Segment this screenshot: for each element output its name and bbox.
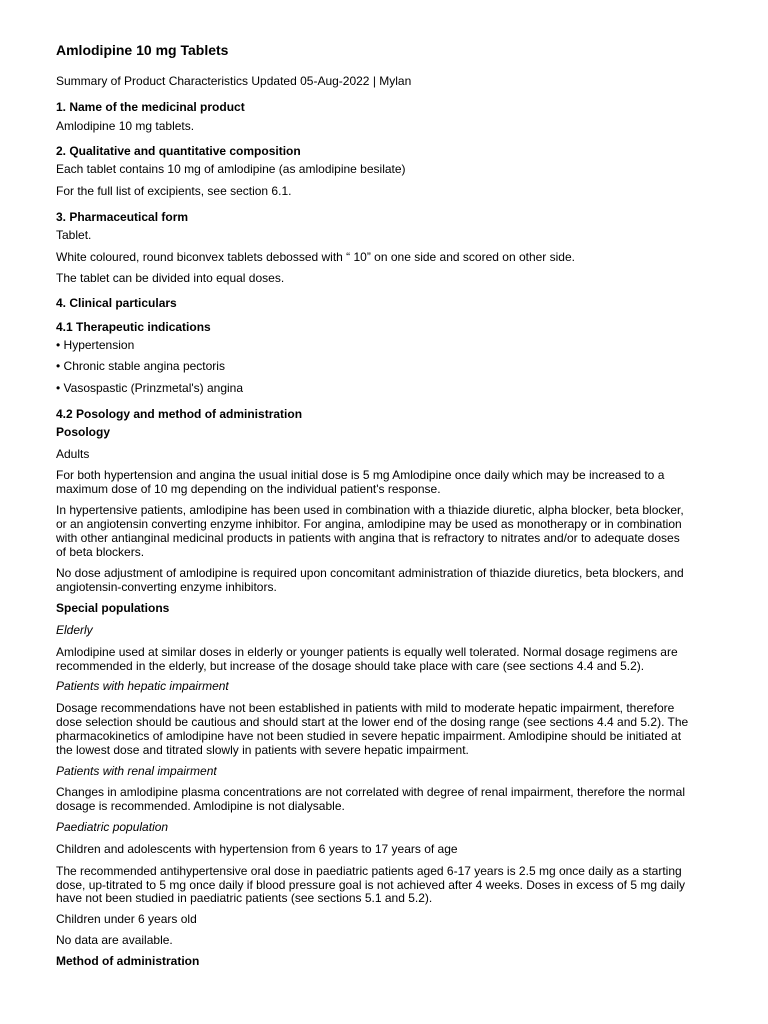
section-2-text-1: Each tablet contains 10 mg of amlodipine (as amlodipine besilate) bbox=[56, 162, 406, 176]
hepatic-line: dose selection should be cautious and should start at the lower end of the dosing range (see sections 4.4 and 5.2). The bbox=[56, 715, 689, 729]
method-of-administration-heading: Method of administration bbox=[56, 954, 200, 968]
adults-label: Adults bbox=[56, 447, 90, 461]
list-item: • Vasospastic (Prinzmetal's) angina bbox=[56, 381, 244, 395]
renal-label: Patients with renal impairment bbox=[56, 764, 217, 778]
paediatric-label: Paediatric population bbox=[56, 820, 169, 834]
adults-paragraph-1-line: For both hypertension and angina the usual initial dose is 5 mg Amlodipine once daily which may be increased to a bbox=[56, 468, 665, 482]
document-title: Amlodipine 10 mg Tablets bbox=[56, 42, 229, 58]
elderly-line: Amlodipine used at similar doses in elderly or younger patients is equally well tolerated. Normal dosage regimens are bbox=[56, 645, 678, 659]
special-populations-heading: Special populations bbox=[56, 601, 170, 615]
posology-heading: Posology bbox=[56, 425, 111, 439]
section-3-text-2: White coloured, round biconvex tablets debossed with “ 10” on one side and scored on other side. bbox=[56, 250, 575, 264]
hepatic-line: the lowest dose and titrated slowly in patients with severe hepatic impairment. bbox=[56, 743, 469, 757]
adults-paragraph-2-line: In hypertensive patients, amlodipine has been used in combination with a thiazide diuretic, alpha blocker, beta blocker, bbox=[56, 503, 684, 517]
adults-paragraph-3-line: No dose adjustment of amlodipine is required upon concomitant administration of thiazide diuretics, beta blockers, and bbox=[56, 566, 684, 580]
adults-paragraph-2-line: with other antianginal medicinal products in patients with angina that is refractory to nitrates and/or to adequate doses bbox=[56, 531, 680, 545]
section-1-heading: 1. Name of the medicinal product bbox=[56, 100, 245, 114]
paediatric-line: have not been studied in paediatric patients (see sections 5.1 and 5.2). bbox=[56, 891, 433, 905]
list-item: • Chronic stable angina pectoris bbox=[56, 359, 225, 373]
adults-paragraph-2-line: or an angiotensin converting enzyme inhibitor. For angina, amlodipine may be used as monotherapy or in combination bbox=[56, 517, 682, 531]
paediatric-subheading: Children and adolescents with hypertension from 6 years to 17 years of age bbox=[56, 842, 458, 856]
paediatric-line: dose, up-titrated to 5 mg once daily if blood pressure goal is not achieved after 4 weeks. Doses in excess of 5 mg daily bbox=[56, 878, 686, 892]
section-3-text-3: The tablet can be divided into equal doses. bbox=[56, 271, 285, 285]
elderly-line: recommended in the elderly, but increase of the dosage should take place with care (see sections 4.4 and 5.2). bbox=[56, 659, 645, 673]
adults-paragraph-2-line: of beta blockers. bbox=[56, 545, 145, 559]
section-2-heading: 2. Qualitative and quantitative composition bbox=[56, 144, 301, 158]
renal-line: Changes in amlodipine plasma concentrations are not correlated with degree of renal impairment, therefore the normal bbox=[56, 785, 686, 799]
hepatic-line: pharmacokinetics of amlodipine have not been studied in severe hepatic impairment. Amlodipine should be initiated at bbox=[56, 729, 682, 743]
list-item: • Hypertension bbox=[56, 338, 135, 352]
section-4-heading: 4. Clinical particulars bbox=[56, 296, 177, 310]
section-2-text-2: For the full list of excipients, see section 6.1. bbox=[56, 184, 292, 198]
section-3-text-1: Tablet. bbox=[56, 228, 92, 242]
adults-paragraph-3-line: angiotensin-converting enzyme inhibitors. bbox=[56, 580, 277, 594]
document-subtitle: Summary of Product Characteristics Updated 05-Aug-2022 | Mylan bbox=[56, 74, 412, 88]
section-4-1-heading: 4.1 Therapeutic indications bbox=[56, 320, 211, 334]
elderly-label: Elderly bbox=[56, 623, 93, 637]
hepatic-line: Dosage recommendations have not been established in patients with mild to moderate hepatic impairment, therefore bbox=[56, 701, 675, 715]
paediatric-line: The recommended antihypertensive oral dose in paediatric patients aged 6-17 years is 2.5 mg once daily as a starting bbox=[56, 864, 682, 878]
section-1-text: Amlodipine 10 mg tablets. bbox=[56, 119, 195, 133]
under-6-text: No data are available. bbox=[56, 933, 173, 947]
section-4-2-heading: 4.2 Posology and method of administration bbox=[56, 407, 303, 421]
under-6-label: Children under 6 years old bbox=[56, 912, 197, 926]
section-3-heading: 3. Pharmaceutical form bbox=[56, 210, 189, 224]
renal-line: dosage is recommended. Amlodipine is not dialysable. bbox=[56, 799, 345, 813]
hepatic-label: Patients with hepatic impairment bbox=[56, 679, 229, 693]
adults-paragraph-1-line: maximum dose of 10 mg depending on the individual patient's response. bbox=[56, 482, 441, 496]
